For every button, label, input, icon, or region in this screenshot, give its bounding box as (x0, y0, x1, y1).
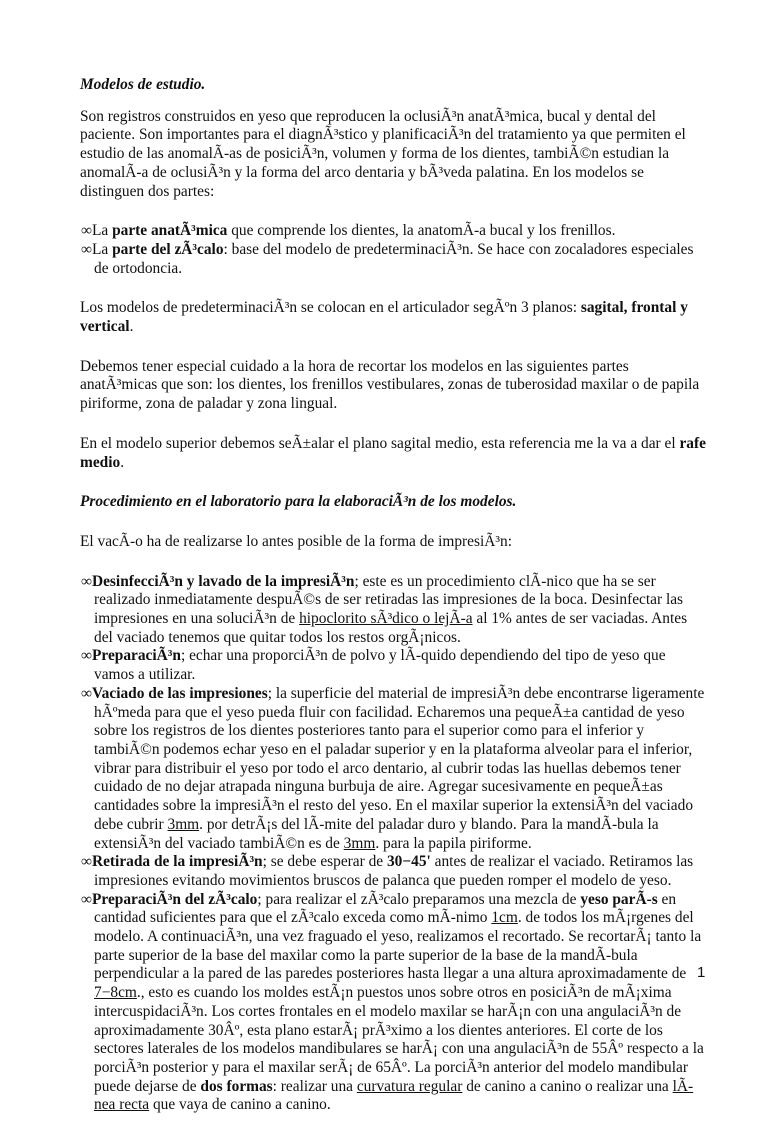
step-item (80, 685, 708, 853)
underlined-text: 3mm (343, 834, 376, 852)
bold-text: DesinfecciÃ³n y lavado de la impresiÃ³n (91, 572, 355, 590)
bold-text: PreparaciÃ³n (91, 647, 181, 665)
underlined-text: 1cm (491, 909, 518, 927)
text-run: . de todos los mÃ¡rgenes del modelo. A continuaciÃ³n, una vez fraguado el yeso, realizamos el recortado. Se recortarÃ¡ tanto la parte superior de la base del maxilar como la parte superior de la base de la mandÃ-bula perpendicular a la pared de las paredes posteriores hasta llegar a una altura aproximadamente de (94, 909, 702, 983)
text-run: ∞ (81, 572, 92, 590)
underlined-text: hipoclorito sÃ³dico o lejÃ-a (299, 610, 473, 628)
text-run: ∞La (81, 222, 113, 240)
text-run: . (120, 453, 125, 471)
page-number: 1 (697, 964, 706, 981)
document-body (80, 76, 708, 1136)
upper-model-paragraph (80, 435, 708, 472)
text-run: de canino a canino o realizar una (462, 1077, 673, 1095)
text-run: antes de realizar el vaciado. Retiramos las impresiones evitando movimientos bruscos de palanca que pueden romper el modelo de yeso. (94, 853, 694, 889)
bold-text: Vaciado de las impresiones (91, 684, 268, 702)
text-run: . por detrÃ¡s del lÃ-mite del paladar duro y blando. Para la mandÃ-bula la extensiÃ³n del vaciado tambiÃ©n es de (94, 815, 659, 852)
text-run: En el modelo superior debemos seÃ±alar el plano sagital medio, esta referencia me la va a dar el (80, 434, 680, 452)
bold-text: parte anatÃ³mica (112, 222, 228, 240)
step-item (80, 573, 708, 648)
text-run: . (129, 318, 134, 336)
text-run: . para la papila piriforme. (375, 834, 532, 852)
text-run: El vacÃ-o ha de realizarse lo antes posible de la forma de impresiÃ³n: (80, 532, 512, 550)
bold-text: dos formas (200, 1077, 273, 1095)
intro-paragraph (80, 108, 708, 202)
text-run: Debemos tener especial cuidado a la hora de recortar los modelos en las siguientes partes anatÃ³micas que son: los dientes, los frenillos vestibulares, zonas de tuberosidad maxilar o de papila piriforme, zona de paladar y zona lingual. (80, 357, 700, 413)
bold-text: Retirada de la impresiÃ³n (91, 853, 263, 871)
list-item (80, 241, 708, 278)
text-run: en cantidad suficientes para que el zÃ³calo exceda como mÃ-nimo (94, 890, 677, 927)
text-run: ∞ (81, 853, 92, 871)
parts-list (80, 222, 708, 278)
text-run: que comprende los dientes, la anatomÃ-a bucal y los frenillos. (227, 222, 616, 240)
text-run: al 1% antes de ser vaciadas. Antes del vaciado tenemos que quitar todos los restos orgÃ¡nicos. (94, 610, 688, 646)
bold-text: sagital, frontal y vertical (80, 299, 688, 336)
procedure-title: Procedimiento en el laboratorio para la elaboraciÃ³n de los modelos. (80, 493, 517, 511)
list-item (80, 222, 708, 241)
text-run: : realizar una (272, 1077, 357, 1095)
text-run: ∞ (81, 890, 92, 908)
underlined-text: 7−8cm (94, 984, 137, 1002)
text-run: ; la superficie del material de impresiÃ³n debe encontrarse ligeramente hÃºmeda para que el yeso pueda fluir con facilidad. Echaremos una pequeÃ±a cantidad de yeso sobre los registros de los dientes posteriores tanto para el superior como para el inferior y tambiÃ©n podemos echar yeso en el paladar superior y en la plataforma alveolar para el inferior, vibrar para distribuir el yeso por todo el arco dentario, al cubrir todas las huellas debemos tener cuidado de no dejar atrapada ninguna burbuja de aire. Agregar sucesivamente en pequeÃ±as cantidades sobre la impresiÃ³n el resto del yeso. En el maxilar superior la extensiÃ³n del vaciado debe cubrir (94, 684, 705, 833)
text-run: ; se debe esperar de (262, 853, 387, 871)
text-run: ; para realizar el zÃ³calo preparamos una mezcla de (257, 890, 581, 908)
steps-list (80, 573, 708, 1115)
bold-text: parte del zÃ³calo (112, 240, 224, 258)
text-run: ∞ (81, 684, 92, 702)
underlined-text: lÃ-nea recta (94, 1077, 694, 1114)
text-run: ∞ (81, 647, 92, 665)
underlined-text: 3mm (167, 815, 200, 833)
bold-text: yeso parÃ-s (580, 890, 658, 908)
text-run: Los modelos de predeterminaciÃ³n se colocan en el articulador segÃºn 3 planos: (80, 299, 581, 317)
text-run: Son registros construidos en yeso que reproducen la oclusiÃ³n anatÃ³mica, bucal y dental del paciente. Son importantes para el diagnÃ³stico y planificaciÃ³n del tratamiento ya que permiten el estudio de las anomalÃ-as de posiciÃ³n, volumen y forma de los dientes, tambiÃ©n estudian la anomalÃ-a de oclusiÃ³n y la forma del arco dentaria y bÃ³veda palatina. En los modelos se distinguen dos partes: (80, 107, 686, 200)
step-item (80, 891, 708, 1115)
text-run: ∞La (81, 240, 113, 258)
section-title: Modelos de estudio. (80, 76, 206, 93)
bold-text: rafe medio (80, 434, 706, 471)
step-item (80, 647, 708, 684)
bold-text: 30−45' (386, 853, 431, 871)
planes-paragraph (80, 299, 708, 336)
text-run: : base del modelo de predeterminaciÃ³n. Se hace con zocaladores especiales de ortodoncia. (94, 240, 694, 277)
text-run: ; este es un procedimiento clÃ-nico que ha se ser realizado inmediatamente despuÃ©s de ser retiradas las impresiones de la boca. Desinfectar las impresiones en una soluciÃ³n de (94, 572, 684, 628)
step-item (80, 853, 708, 890)
bold-text: PreparaciÃ³n del zÃ³calo (91, 890, 258, 908)
text-run: que vaya de canino a canino. (149, 1096, 331, 1114)
emptying-paragraph (80, 533, 708, 552)
text-run: ., esto es cuando los moldes estÃ¡n puestos unos sobre otros en posiciÃ³n de mÃ¡xima intercuspidaciÃ³n. Los cortes frontales en el modelo maxilar se harÃ¡n con una angulaciÃ³n de aproximadamente 30Âº, esta plano estarÃ¡ prÃ³ximo a los dientes anteriores. El corte de los sectores laterales de los modelos mandibulares se harÃ¡ con una angulaciÃ³n de 55Âº respecto a la porciÃ³n posterior y para el maxilar serÃ¡ de 65Âº. La porciÃ³n anterior del modelo mandibular puede dejarse de (94, 984, 704, 1095)
care-paragraph (80, 358, 708, 414)
text-run: ; echar una proporciÃ³n de polvo y lÃ-quido dependiendo del tipo de yeso que vamos a utilizar. (94, 647, 666, 684)
underlined-text: curvatura regular (356, 1077, 463, 1095)
